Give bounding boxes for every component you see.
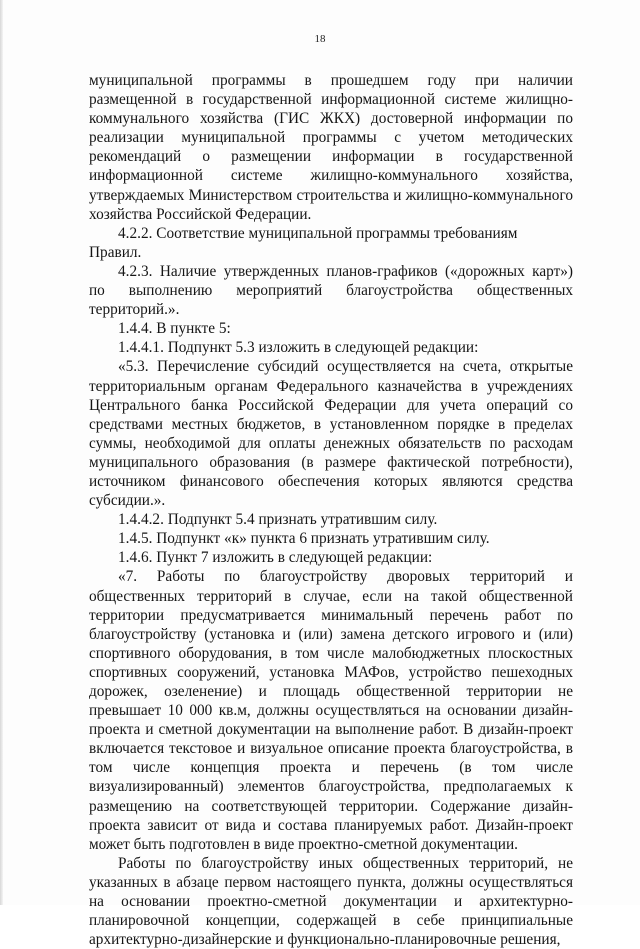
paragraph-1-4-5: 1.4.5. Подпункт «к» пункта 6 признать утратившим силу.	[118, 530, 490, 548]
document-body	[89, 71, 573, 949]
paragraph-4-2-3: 4.2.3. Наличие утвержденных планов-графиков («дорожных карт») по выполнению мероприятий благоустройства общественных территорий.».	[89, 262, 573, 319]
paragraph-1-4-4-2: 1.4.4.2. Подпункт 5.4 признать утратившим силу.	[118, 511, 438, 529]
scan-edge	[0, 0, 3, 905]
page-number: 18	[314, 33, 326, 45]
paragraph-1-4-4: 1.4.4. В пункте 5:	[118, 320, 231, 338]
paragraph-7-quote: «7. Работы по благоустройству дворовых территорий и общественных территорий в случае, если на такой общественной территории предусматривается минимальный перечень работ по благоустройству (установка и (или) замена детского игрового и (или) спортивного оборудования, в том числе малобюджетных плоскостных спортивных сооружений, установка МАФов, устройство пешеходных дорожек, озеленение) и площадь общественной территории не превышает 10 000 кв.м, должны осуществляться на основании дизайн-проекта и сметной документации на выполнение работ. В дизайн-проект включается текстовое и визуальное описание проекта благоустройства, в том числе концепция проекта и перечень (в том числе визуализированный) элементов благоустройства, предполагаемых к размещению на соответствующей территории. Содержание дизайн-проекта зависит от вида и состава планируемых работ. Дизайн-проект может быть подготовлен в виде проектно-сметной документации.	[89, 568, 573, 853]
paragraph-4-2-2: 4.2.2. Соответствие муниципальной программы требованиям Правил.	[89, 224, 518, 261]
paragraph-1-4-4-1: 1.4.4.1. Подпункт 5.3 изложить в следующей редакции:	[118, 339, 479, 357]
paragraph-5-3-quote: «5.3. Перечисление субсидий осуществляется на счета, открытые территориальным органам Федерального казначейства в учреждениях Центрального банка Российской Федерации для учета операций со средствами местных бюджетов, в установленном порядке в пределах суммы, необходимой для оплаты денежных обязательств по расходам муниципального образования (в размере фактической потребности), источником финансового обеспечения которых являются средства субсидии.».	[89, 358, 573, 510]
paragraph-1-4-6: 1.4.6. Пункт 7 изложить в следующей редакции:	[118, 549, 433, 567]
paragraph-continuation: муниципальной программы в прошедшем году при наличии размещенной в государственной информационной системе жилищно-коммунального хозяйства (ГИС ЖКХ) достоверной информации по реализации муниципальной программы с учетом методических рекомендаций о размещении информации в государственной информационной системе жилищно-коммунального хозяйства, утверждаемых Министерством строительства и жилищно-коммунального хозяйства Российской Федерации.	[89, 72, 573, 223]
paragraph-7-second: Работы по благоустройству иных общественных территорий, не указанных в абзаце первом настоящего пункта, должны осуществляться на основании проектно-сметной документации и архитектурно-планировочной концепции, содержащей в себе принципиальные архитектурно-дизайнерские и функционально-планировочные решения,	[89, 854, 573, 949]
